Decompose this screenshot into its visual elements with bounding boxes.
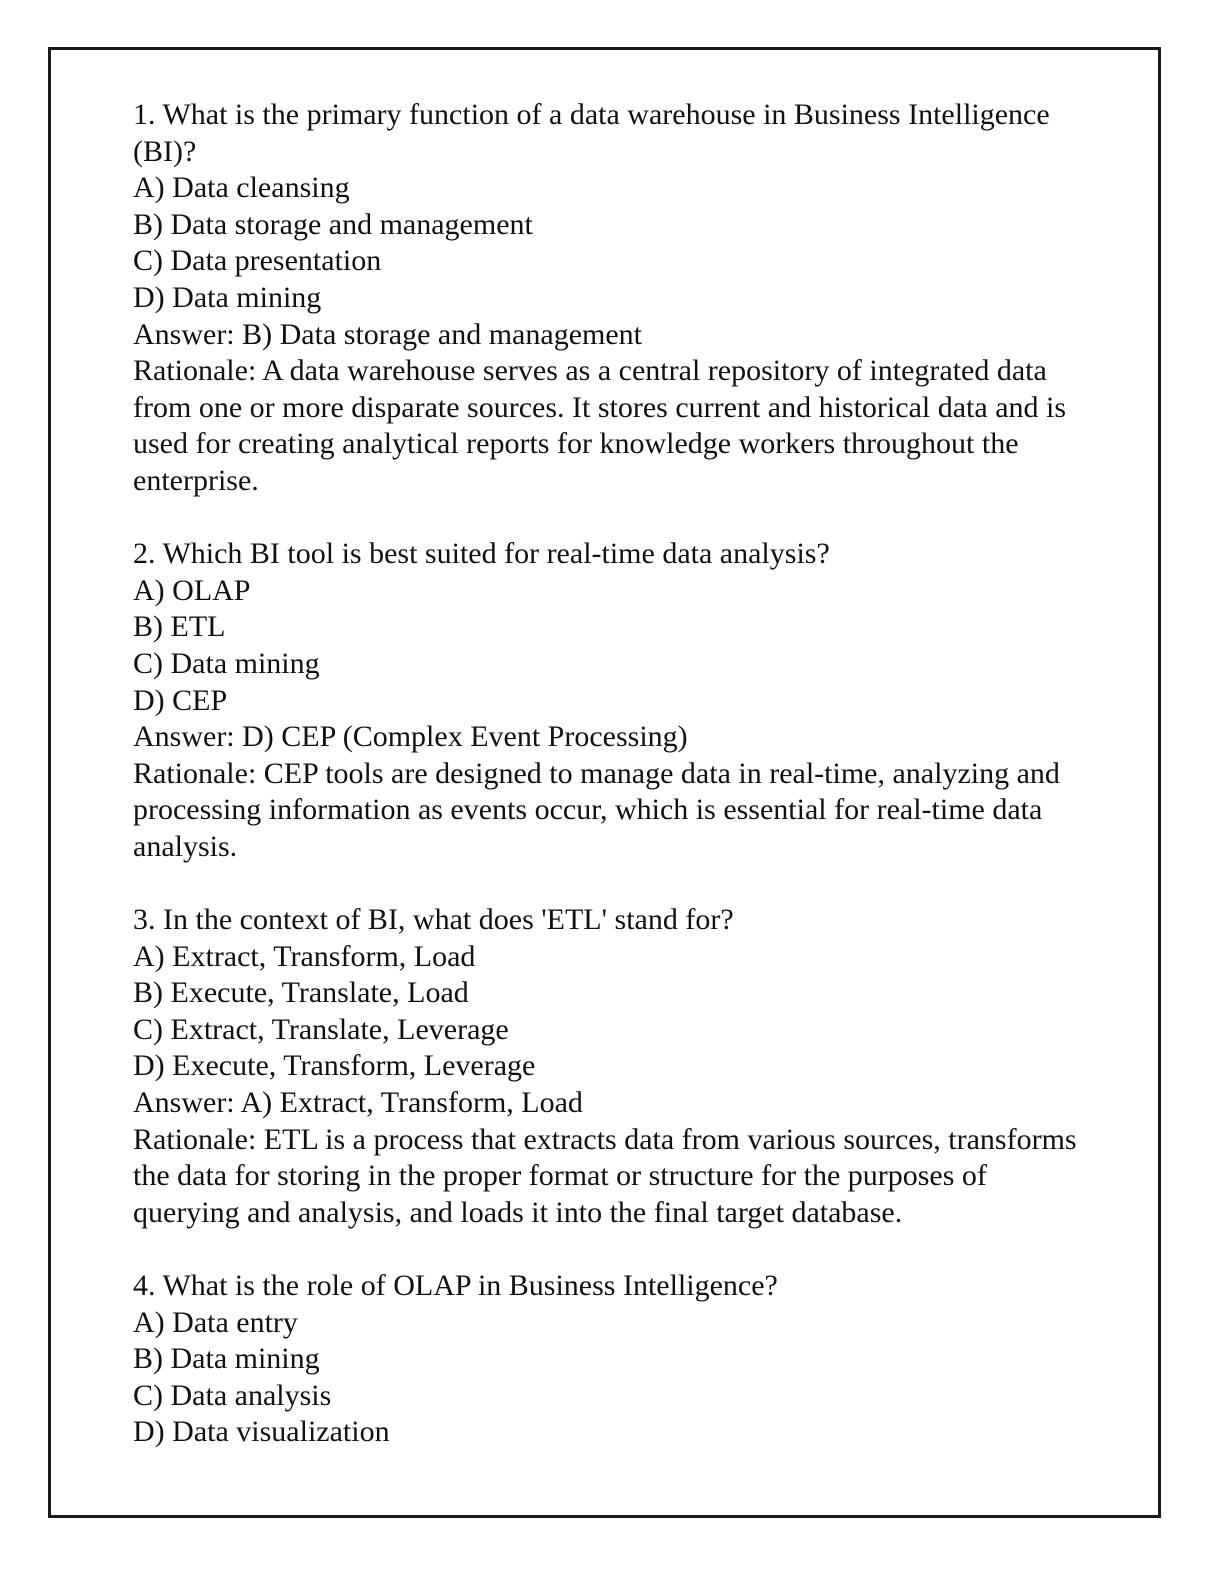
- option-b: B) Data storage and management: [133, 207, 533, 241]
- rationale-text: Rationale: A data warehouse serves as a central repository of integrated data from one or more disparate sources. It stores current and historical data and is used for creating analytical reports for knowledge workers throughout the enterprise.: [133, 354, 1074, 497]
- option-b: B) ETL: [133, 610, 226, 644]
- question-text: 1. What is the primary function of a data warehouse in Business Intelligence (BI)?: [133, 98, 1058, 168]
- option-c: C) Data presentation: [133, 244, 382, 278]
- option-b: B) Data mining: [133, 1342, 320, 1376]
- answer-text: Answer: A) Extract, Transform, Load: [133, 1086, 583, 1120]
- rationale-text: Rationale: CEP tools are designed to manage data in real-time, analyzing and processing information as events occur, which is essential for real-time data analysis.: [133, 756, 1068, 863]
- option-a: A) OLAP: [133, 573, 251, 607]
- rationale-text: Rationale: ETL is a process that extracts data from various sources, transforms the data for storing in the proper format or structure for the purposes of querying and analysis, and loads it into the final target database.: [133, 1122, 1085, 1229]
- answer-text: Answer: B) Data storage and management: [133, 317, 642, 351]
- option-c: C) Extract, Translate, Leverage: [133, 1012, 509, 1046]
- question-block-1: [133, 97, 1093, 500]
- answer-text: Answer: D) CEP (Complex Event Processing): [133, 720, 688, 754]
- option-a: A) Extract, Transform, Load: [133, 939, 476, 973]
- question-block-2: [133, 536, 1093, 865]
- question-block-4: [133, 1268, 1093, 1451]
- option-a: A) Data cleansing: [133, 171, 350, 205]
- question-text: 4. What is the role of OLAP in Business Intelligence?: [133, 1269, 778, 1302]
- option-d: D) CEP: [133, 683, 228, 717]
- option-a: A) Data entry: [133, 1305, 298, 1339]
- question-block-3: [133, 902, 1093, 1231]
- document-content: [133, 97, 1093, 1488]
- option-d: D) Data visualization: [133, 1415, 390, 1449]
- option-d: D) Execute, Transform, Leverage: [133, 1049, 536, 1083]
- question-text: 3. In the context of BI, what does 'ETL' stand for?: [133, 903, 734, 937]
- option-b: B) Execute, Translate, Load: [133, 976, 469, 1010]
- option-d: D) Data mining: [133, 280, 322, 314]
- option-c: C) Data mining: [133, 646, 320, 680]
- question-text: 2. Which BI tool is best suited for real-time data analysis?: [133, 537, 830, 571]
- option-c: C) Data analysis: [133, 1378, 332, 1412]
